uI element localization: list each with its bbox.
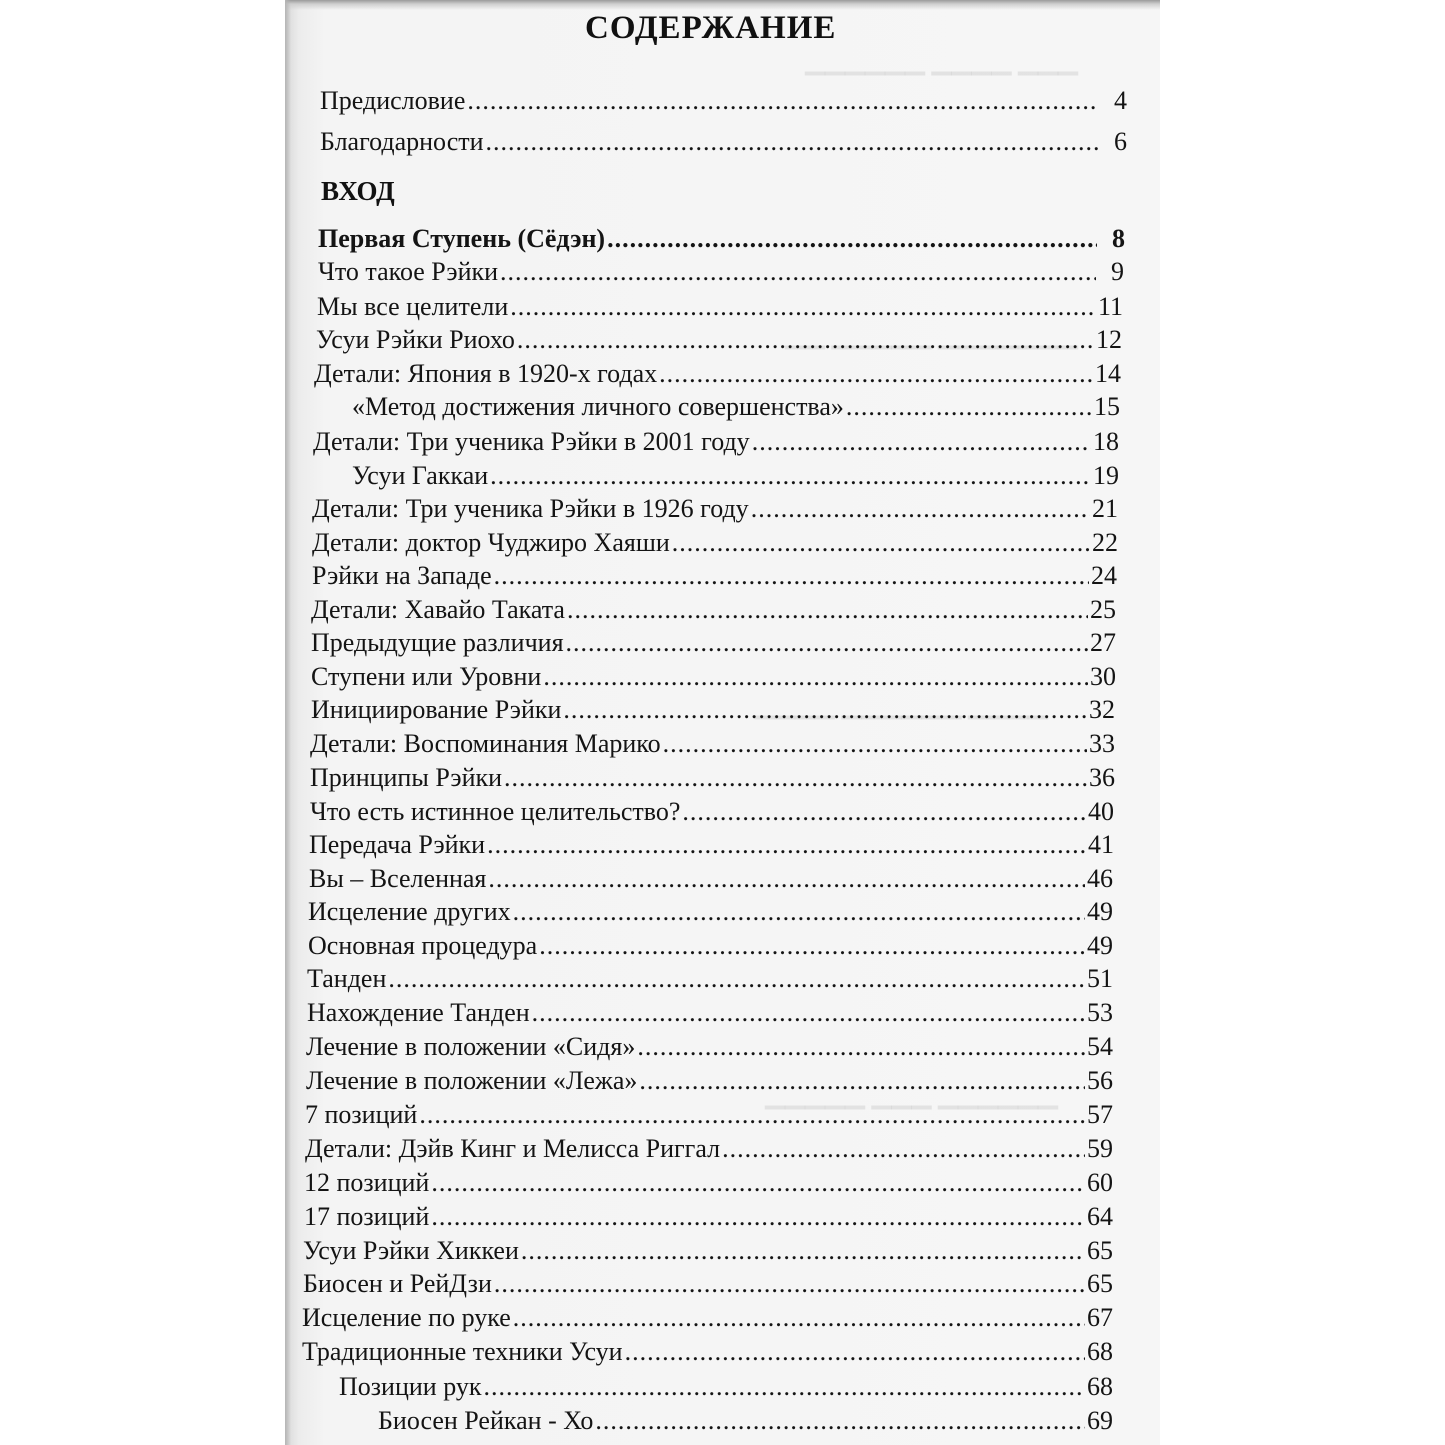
toc-entry-title: Усуи Рэйки Хиккеи [303,1236,519,1265]
toc-entry-page-number: 68 [1087,1372,1113,1401]
toc-leader-dots [539,933,1085,959]
toc-entry-title: Вы – Вселенная [309,864,487,893]
toc-entry [305,1128,1113,1162]
toc-entry-page-number: 64 [1087,1202,1113,1231]
toc-entry-title: Детали: доктор Чуджиро Хаяши [312,528,670,557]
toc-leader-dots [846,394,1092,420]
toc-entry [310,791,1114,825]
bleed-through-text: ▁▁▁ ▁▁▁▁ ▁▁▁▁▁▁ [805,46,1078,75]
toc-entry [316,319,1122,353]
toc-entry-title: Первая Ступень (Сёдэн) [318,224,606,253]
toc-leader-dots [607,226,1097,252]
toc-entry-title: Инициирование Рэйки [311,695,562,724]
toc-entry-title: Исцеление по руке [302,1303,511,1332]
page-binding-shadow [285,0,291,1445]
toc-entry-title: Ступени или Уровни [311,662,542,691]
toc-entry [306,1026,1113,1060]
toc-leader-dots [388,966,1085,992]
toc-entry [302,1297,1113,1331]
toc-entry [352,455,1119,489]
toc-entry-title: Детали: Хавайо Таката [311,595,565,624]
toc-entry-page-number: 67 [1087,1303,1113,1332]
toc-entry-title: Лечение в положении «Сидя» [306,1032,636,1061]
toc-leader-dots [431,1204,1085,1230]
toc-entry-title: Детали: Япония в 1920-х годах [314,359,658,388]
toc-entry-title: «Метод достижения личного совершенства» [352,392,844,421]
toc-entry-page-number: 49 [1087,897,1113,926]
toc-entry-title: Исцеление других [308,897,511,926]
toc-entry-page-number: 24 [1091,561,1117,590]
toc-leader-dots [484,1374,1086,1400]
toc-leader-dots [467,88,1099,114]
toc-entry-page-number: 11 [1097,292,1123,321]
toc-entry [320,80,1127,114]
toc-entry-title: Нахождение Танден [307,998,530,1027]
toc-entry [312,522,1118,556]
toc-entry [311,589,1116,623]
toc-entry [305,1094,1113,1128]
toc-entry-title: Биосен и РейДзи [303,1269,492,1298]
toc-entry-page-number: 8 [1112,224,1125,253]
toc-entry-page-number: 30 [1090,662,1116,691]
toc-entry [318,251,1124,285]
toc-leader-dots [487,832,1086,858]
toc-entry [306,1060,1113,1094]
toc-entry [308,925,1113,959]
toc-entry [312,555,1117,589]
toc-leader-dots [639,1068,1085,1094]
toc-leader-dots [488,866,1085,892]
toc-entry-title: Танден [307,964,387,993]
toc-entry [320,121,1127,155]
toc-entry-page-number: 6 [1114,127,1127,156]
toc-entry-page-number: 53 [1087,998,1113,1027]
toc-entry-page-number: 36 [1089,763,1115,792]
toc-entry [313,421,1119,455]
toc-entry-page-number: 65 [1087,1236,1113,1265]
toc-leader-dots [625,1339,1085,1365]
toc-entry-page-number: 14 [1095,359,1121,388]
toc-leader-dots [513,1305,1085,1331]
toc-entry-page-number: 40 [1088,797,1114,826]
toc-entry-title: Биосен Рейкан - Хо [378,1406,594,1435]
toc-leader-dots [563,697,1087,723]
toc-entry-page-number: 57 [1087,1100,1113,1129]
toc-entry-page-number: 21 [1092,494,1118,523]
toc-entry-title: Детали: Три ученика Рэйки в 1926 году [312,494,749,523]
toc-leader-dots [722,1136,1085,1162]
toc-entry-title: Детали: Три ученика Рэйки в 2001 году [313,427,750,456]
toc-entry-page-number: 4 [1114,86,1127,115]
toc-leader-dots [682,799,1086,825]
bleed-through-text: ▁▁▁▁ ▁▁▁▁▁▁ ▁▁▁▁ [755,690,1048,719]
toc-entry [378,1400,1113,1434]
toc-leader-dots [659,361,1093,387]
toc-entry [307,958,1113,992]
toc-entry [303,1230,1113,1264]
toc-entry [308,891,1113,925]
toc-entry-title: Благодарности [320,127,484,156]
toc-entry [311,689,1115,723]
toc-entry-page-number: 49 [1087,931,1113,960]
toc-entry-title: Предисловие [320,86,466,115]
toc-entry-page-number: 41 [1088,830,1114,859]
toc-leader-dots [513,899,1085,925]
toc-leader-dots [663,731,1087,757]
toc-entry-page-number: 25 [1090,595,1116,624]
toc-leader-dots [543,664,1088,690]
toc-entry [311,656,1116,690]
toc-leader-dots [637,1034,1085,1060]
toc-entry-page-number: 60 [1087,1168,1113,1197]
toc-entry-title: Принципы Рэйки [310,763,503,792]
toc-entry-page-number: 59 [1087,1134,1113,1163]
toc-entry-title: 12 позиций [304,1168,430,1197]
toc-entry-title: Традиционные техники Усуи [302,1337,623,1366]
toc-entry-title: Позиции рук [339,1372,482,1401]
toc-entry-page-number: 18 [1093,427,1119,456]
toc-leader-dots [486,129,1099,155]
toc-entry [314,353,1121,387]
toc-entry [303,1263,1113,1297]
toc-entry [312,488,1118,522]
toc-leader-dots [672,530,1090,556]
toc-entry-title: Детали: Воспоминания Марико [310,729,661,758]
toc-entry [339,1366,1113,1400]
toc-leader-dots [567,597,1088,623]
toc-entry [311,622,1116,656]
toc-entry-title: Что есть истинное целительство? [310,797,681,826]
toc-entry [304,1196,1113,1230]
toc-entry [352,386,1120,420]
toc-leader-dots [494,563,1089,589]
toc-entry-page-number: 46 [1087,864,1113,893]
toc-leader-dots [752,429,1091,455]
toc-entry-page-number: 12 [1096,325,1122,354]
contents-heading-text: СОДЕРЖАНИЕ [585,10,837,46]
toc-entry-page-number: 68 [1087,1337,1113,1366]
page-top-edge [285,0,1160,10]
toc-entry [309,858,1113,892]
toc-entry-page-number: 9 [1111,257,1124,286]
toc-entry [317,286,1123,320]
toc-entry-title: Детали: Дэйв Кинг и Мелисса Риггал [305,1134,721,1163]
toc-entry-page-number: 19 [1093,461,1119,490]
toc-entry-title: Мы все целители [317,292,509,321]
toc-entry-page-number: 69 [1087,1406,1113,1435]
toc-entry-title: Что такое Рэйки [318,257,499,286]
toc-entry-title: Основная процедура [308,931,538,960]
toc-entry-page-number: 32 [1089,695,1115,724]
toc-leader-dots [532,1000,1085,1026]
toc-leader-dots [751,496,1090,522]
toc-entry-title: Предыдущие различия [311,628,564,657]
toc-entry-title: Усуи Гаккаи [352,461,489,490]
toc-leader-dots [490,463,1091,489]
toc-entry [302,1331,1113,1365]
toc-leader-dots [566,630,1088,656]
toc-leader-dots [504,765,1087,791]
toc-entry-title: Усуи Рэйки Риохо [316,325,515,354]
toc-entry-page-number: 51 [1087,964,1113,993]
toc-leader-dots [595,1408,1085,1434]
toc-entry-page-number: 65 [1087,1269,1113,1298]
toc-entry-page-number: 22 [1092,528,1118,557]
toc-entry-title: 17 позиций [304,1202,430,1231]
toc-entry-title: Лечение в положении «Лежа» [306,1066,638,1095]
toc-leader-dots [500,259,1096,285]
bleed-through-text: ▁▁▁▁▁▁▁ ▁▁▁▁▁ ▁▁ [785,320,1078,349]
toc-entry [318,218,1125,252]
toc-entry [307,992,1113,1026]
contents-heading [585,10,836,47]
toc-entry-page-number: 56 [1087,1066,1113,1095]
toc-entry-page-number: 27 [1090,628,1116,657]
toc-entry-title: Передача Рэйки [309,830,486,859]
toc-entry-title: Рэйки на Западе [312,561,492,590]
toc-entry-page-number: 54 [1087,1032,1113,1061]
toc-entry-title: 7 позиций [305,1100,418,1129]
bleed-through-text: ▁▁▁▁▁▁ ▁▁▁ ▁▁▁▁▁ [765,1080,1058,1109]
toc-entry [310,757,1115,791]
toc-entry-page-number: 33 [1089,729,1115,758]
toc-leader-dots [431,1170,1085,1196]
toc-leader-dots [517,327,1094,353]
toc-entry [309,824,1114,858]
toc-entry [304,1162,1113,1196]
toc-entry-page-number: 15 [1094,392,1120,421]
toc-leader-dots [494,1271,1085,1297]
toc-leader-dots [510,294,1095,320]
toc-leader-dots [521,1238,1085,1264]
section-title: ВХОД [321,176,395,206]
toc-leader-dots [419,1102,1085,1128]
toc-entry [310,723,1115,757]
